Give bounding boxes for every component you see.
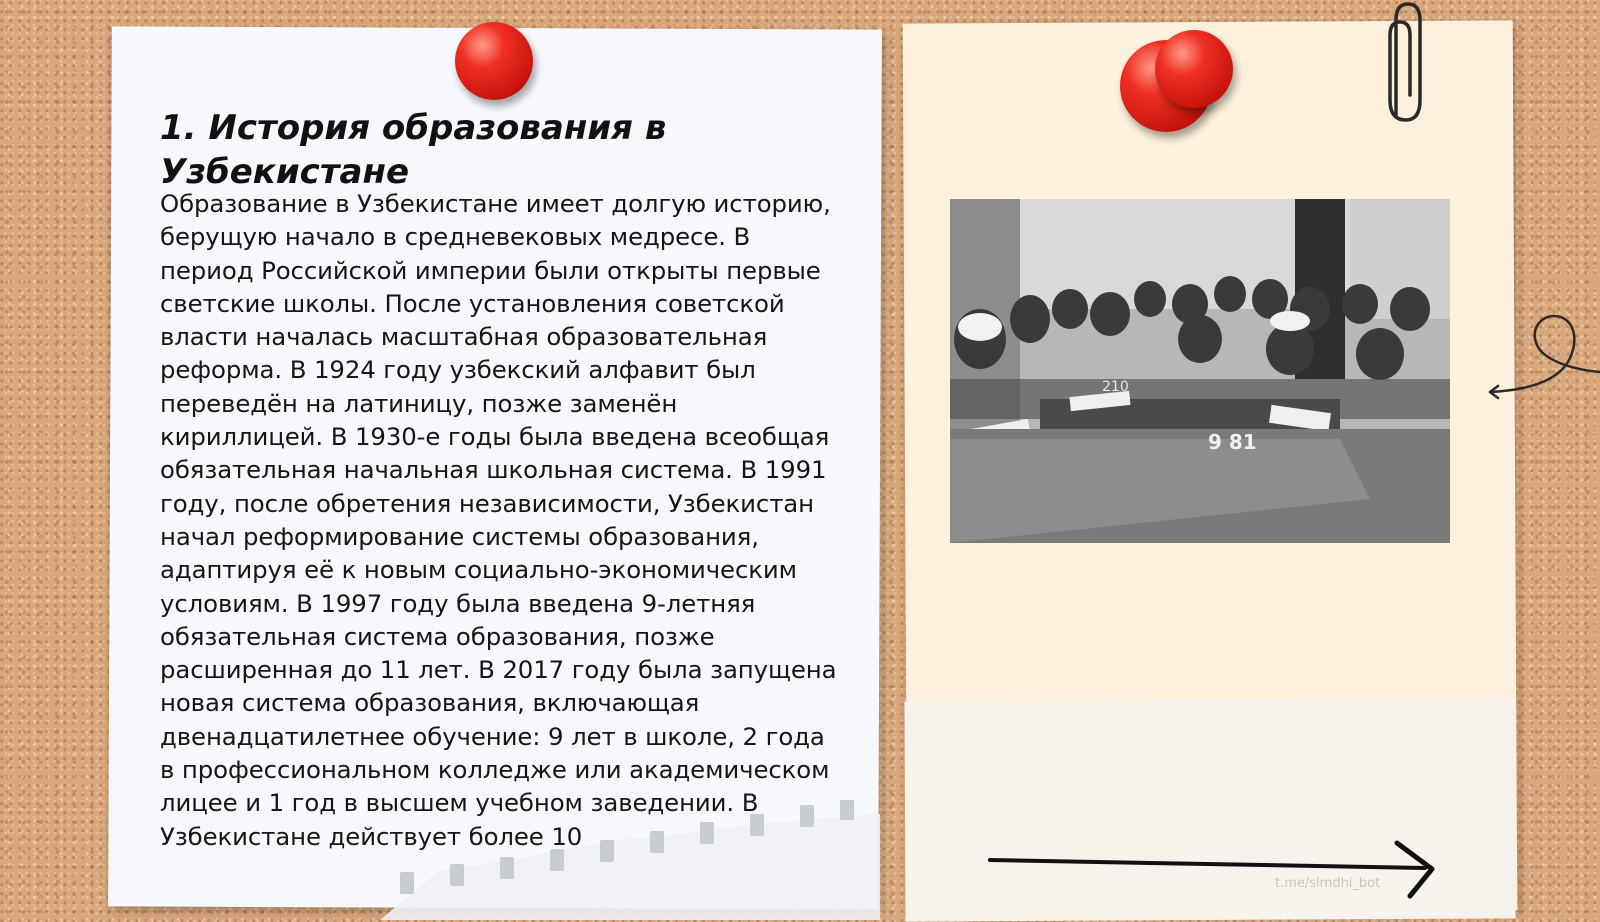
pushpin-icon [1155, 30, 1233, 108]
desk-number-label: 9 81 [1208, 430, 1257, 454]
desk-number-label: 210 [1102, 379, 1129, 395]
slide-title: 1. История образования в Узбекистане [160, 108, 667, 192]
paperclip-icon [1378, 0, 1428, 130]
slide-body-text: Образование в Узбекистане имеет долгую историю, берущую начало в средневековых медресе. В период Российской империи были открыты первые светские школы. После установления советской власти началась масштабная образовательная реформа. В 1924 году узбекский алфавит был переведён на латиницу, позже заменён кириллицей. В 1930-е годы была введена всеобщая обязательная начальная школьная система. В 1991 году, после обретения независимости, Узбекистан начал реформирование системы образования, адаптируя её к новым социально-экономическим условиям. В 1997 году была введена 9-летняя обязательная система образования, позже расширенная до 11 лет. В 2017 году была запущена новая система образования, включающая двенадцатилетнее обучение: 9 лет в школе, 2 года в профессиональном колледже или академическом лицее и 1 год в высшем учебном заведении. В Узбекистане действует более 10 [160, 189, 837, 851]
arrow-icon [985, 838, 1455, 900]
historical-classroom-photo [950, 199, 1450, 543]
pushpin-icon [455, 22, 533, 100]
watermark-text: t.me/slmdhi_bot [1275, 876, 1381, 891]
doodle-icon [1480, 310, 1600, 410]
